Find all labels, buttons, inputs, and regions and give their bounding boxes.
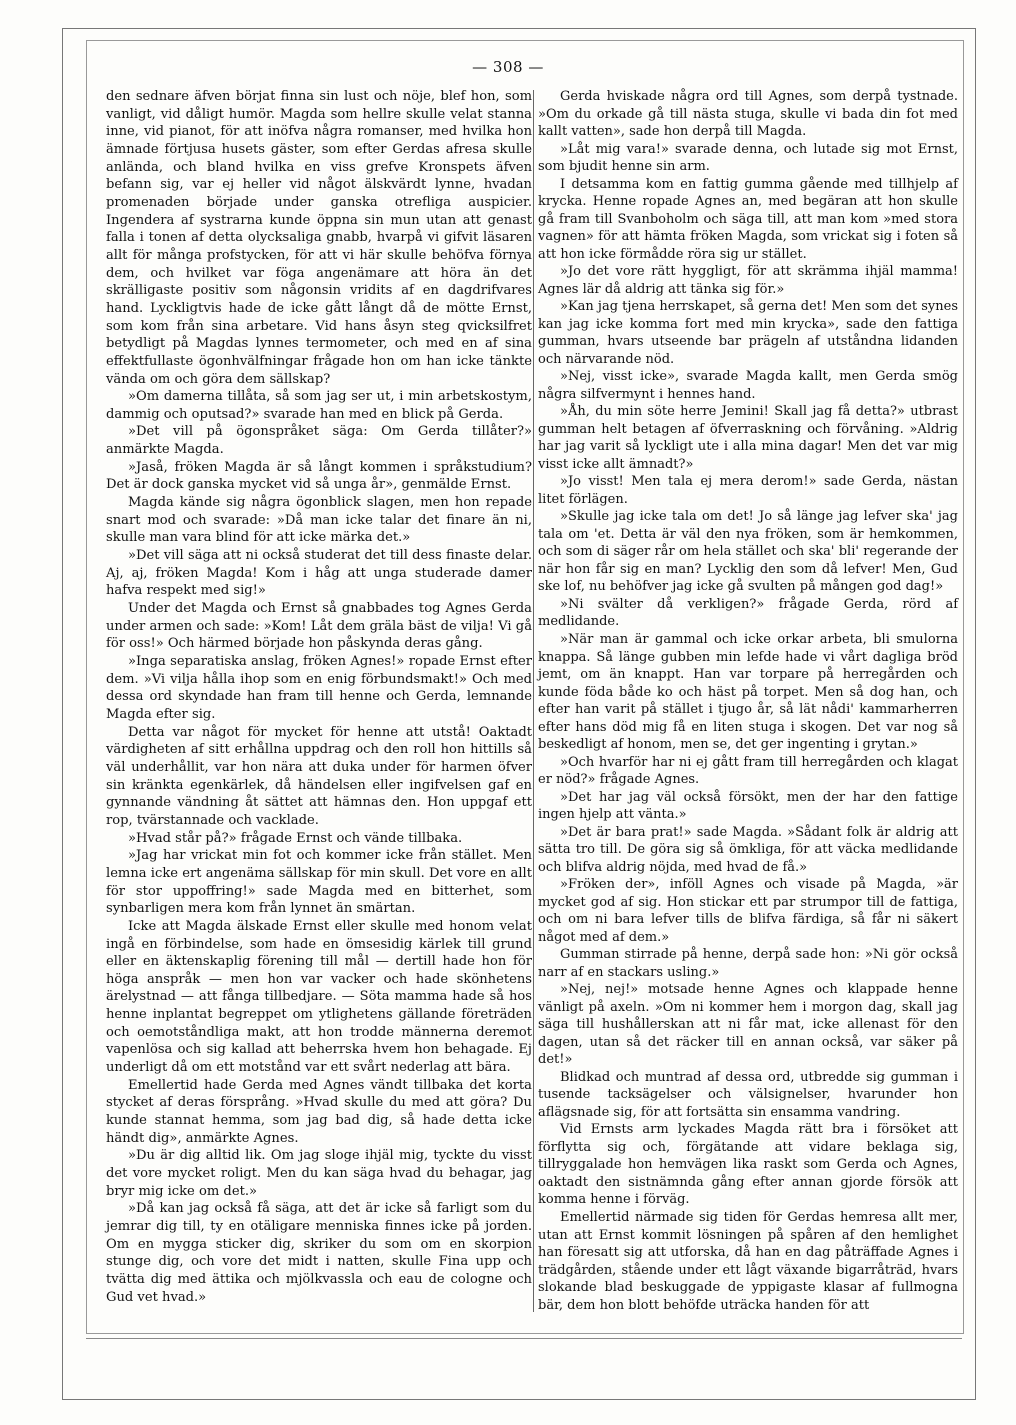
paragraph: »Hvad står på?» frågade Ernst och vände tillbaka. xyxy=(128,830,463,846)
paragraph: Emellertid hade Gerda med Agnes vändt tillbaka det korta stycket af deras försprång. »Hvad skulle du med att göra? Du kunde stannat hemma, som jag bad dig, så hade detta icke händt dig», anmärkte Agnes. xyxy=(106,1077,532,1146)
paragraph: Vid Ernsts arm lyckades Magda rätt bra i försöket att förflytta sig och, förgätande att vidare beklaga sig, tillryggalade hon hemvägen lika raskt som Gerda och Agnes, oaktadt den sistnämnda gång efter annan gjorde försök att komma henne i förväg. xyxy=(538,1122,958,1208)
paragraph: Detta var något för mycket för henne att utstå! Oaktadt värdigheten af sitt erhållna uppdrag och den roll hon hittills så väl underhållit, var hon nära att duka under för harmen öfver sin kränkta egenkärlek, då händelsen eller ingifvelsen gaf en gynnande vändning åt sättet att hämnas den. Hon uppgaf ett rop, tvärstannade och vacklade. xyxy=(106,724,532,828)
right-column xyxy=(538,88,958,1314)
paragraph: »Nej, nej!» motsade henne Agnes och klappade henne vänligt på axeln. »Om ni kommer hem i morgon dag, skall jag säga till hushållerskan att ni får mat, icke allenast för den dagen, utan så det räcker till en annan också, var säker på det!» xyxy=(538,982,958,1068)
paragraph: »Och hvarför har ni ej gått fram till herregården och klagat er nöd?» frågade Agnes. xyxy=(538,754,958,788)
paragraph: »Skulle jag icke tala om det! Jo så länge jag lefver ska' jag tala om 'et. Detta är väl den nya fröken, som är hemkommen, och som di säger rår om hela stället och ska' bli' regerande der när hon får sig en man? Lycklig den som då lefver! Men, Gud ske lof, nu behöfver jag icke gå svulten på mången god dag!» xyxy=(538,509,958,595)
paragraph: »Det är bara prat!» sade Magda. »Sådant folk är aldrig att sätta tro till. De göra sig så ömkliga, för att väcka medlidande och blifva aldrig nöjda, med hvad de få.» xyxy=(538,824,958,875)
page-number: — 308 — xyxy=(472,58,544,76)
paragraph: »Inga separatiska anslag, fröken Agnes!» ropade Ernst efter dem. »Vi vilja hålla ihop som en enig förbundsmakt!» Och med dessa ord skyndade han fram till henne och Gerda, lemnande Magda efter sig. xyxy=(106,654,532,722)
paragraph: »Ni svälter då verkligen?» frågade Gerda, rörd af medlidande. xyxy=(538,596,958,630)
paragraph: Gumman stirrade på henne, derpå sade hon: »Ni gör också narr af en stackars usling.» xyxy=(538,947,958,980)
paragraph: I detsamma kom en fattig gumma gående med tillhjelp af krycka. Henne ropade Agnes an, med begäran att hon skulle gå fram till Svanboholm och säga till, att man kom »med stora vagnen» för att hämta fröken Magda, som vrickat sig i foten så att hon icke förmådde röra sig ur stället. xyxy=(538,176,958,262)
paragraph: »Det har jag väl också försökt, men der har den fattige ingen hjelp att vänta.» xyxy=(538,789,958,823)
paragraph: »Åh, du min söte herre Jemini! Skall jag få detta?» utbrast gumman helt betagen af öfverraskning och förvåning. »Aldrig har jag varit så lyckligt ute i alla mina dagar! Men det var mig visst icke allt ämnadt?» xyxy=(538,404,958,472)
paragraph: »Nej, visst icke», svarade Magda kallt, men Gerda smög några silfvermynt i hennes hand. xyxy=(538,369,958,402)
paragraph: »När man är gammal och icke orkar arbeta, bli smulorna knappa. Så länge gubben min lefde hade vi vårt dagliga bröd jemt, om än knappt. Han var torpare på herregården och kunde föda både ko och häst på torpet. Men så dog han, och efter han varit på stället i tjugo år, så lät nådi' kammarherren efter hans död mig få en liten stuga i skogen. Det var nog så beskedligt af honom, men se, det ger ingenting i grytan.» xyxy=(538,631,958,753)
paragraph: Magda kände sig några ögonblick slagen, men hon repade snart mod och svarade: »Då man icke talar det finare än ni, skulle man vara blind för att icke märka det.» xyxy=(106,495,532,546)
paragraph: »Jaså, fröken Magda är så långt kommen i språkstudium? Det är dock ganska mycket vid så unga år», genmälde Ernst. xyxy=(106,459,532,493)
paragraph: Icke att Magda älskade Ernst eller skulle med honom velat ingå en förbindelse, som hade en ömsesidig kärlek till grund eller en äktenskaplig förening till mål — dertill hade hon för höga anspråk — men hon var vacker och hade skönhetens ärelystnad — att fånga tillbedjare. — Söta mamma hade så hos henne inplantat begreppet om ytlighetens gällande företräden och oemotståndliga makt, att hon trodde männerna deremot vapenlösa och sig kallad att beherrska hvem hon behagade. Ej underligt då om ett motstånd var ett svårt nederlag att bära. xyxy=(106,918,532,1076)
paragraph: »Om damerna tillåta, så som jag ser ut, i min arbetskostym, dammig och oputsad?» svarade han med en blick på Gerda. xyxy=(106,389,532,422)
paragraph: »Jo det vore rätt hyggligt, för att skrämma ihjäl mamma! Agnes lär då aldrig att tänka sig för.» xyxy=(538,264,958,297)
paragraph: Under det Magda och Ernst så gnabbades tog Agnes Gerda under armen och sade: »Kom! Låt dem gräla bäst de vilja! Vi gå för oss!» Och härmed började hon påskynda deras gång. xyxy=(106,601,532,652)
paragraph: Blidkad och muntrad af dessa ord, utbredde sig gumman i tusende tacksägelser och välsignelser, hvarunder hon aflägsnade sig, för att fortsätta sin ensamma vandring. xyxy=(538,1069,958,1120)
paragraph: Emellertid närmade sig tiden för Gerdas hemresa allt mer, utan att Ernst kommit lösningen på spåren af den hemlighet han föresatt sig att utforska, då han en dag påträffade Agnes i trädgården, stående under ett lågt växande bigarråträd, hvars slokande blad beskuggade de yppigaste klasar af fullmogna bär, dem hon blott behöfde uträcka handen för att xyxy=(538,1210,958,1313)
paragraph: »Det vill på ögonspråket säga: Om Gerda tillåter?» anmärkte Magda. xyxy=(106,424,532,458)
paragraph: den sednare äfven börjat finna sin lust och nöje, blef hon, som vanligt, vid dåligt humör. Magda som hellre skulle velat stanna inne, vid pianot, för att inöfva några romanser, med hvilka hon ämnade förtjusa husets gäster, som efter Gerdas afresa skulle anlända, och bland hvilka en viss grefve Kronspets äfven befann sig, var ej heller vid något älskvärdt lynne, hvadan promenaden började under ganska otrefliga auspicier. Ingendera af systrarna kunde öppna sin mun utan att genast falla i tonen af detta olycksaliga gnabb, hvarpå vi gifvit läsaren allt för många profstycken, för att vi här skulle behöfva förnya dem, och hvilket var föga angenämare att höra än det skrälligaste positiv som någonsin vridits af en dagdrifvares hand. Lyckligtvis hade de icke gått långt då de mötte Ernst, som kom från sina arbetare. Vid hans åsyn steg qvicksilfret betydligt på Magdas lynnes termometer, och med en af sina effektfullaste ögonhvälfningar frågade hon om han icke tänkte vända om och göra dem sällskap? xyxy=(106,89,532,387)
paragraph: »Då kan jag också få säga, att det är icke så farligt som du jemrar dig till, ty en otäligare menniska finnes icke på jorden. Om en mygga sticker dig, skriker du som om en skorpion stunge dig, och vore det midt i natten, skulle Fina upp och tvätta dig med ättika och mjölkvassla och eau de cologne och Gud vet hvad.» xyxy=(106,1201,532,1305)
paragraph: »Låt mig vara!» svarade denna, och lutade sig mot Ernst, som bjudit henne sin arm. xyxy=(538,141,958,175)
paragraph: »Fröken der», inföll Agnes och visade på Magda, »är mycket god af sig. Hon stickar ett par strumpor till de fattiga, och om ni bara lefver tills de blifva färdiga, så får ni säkert något med af dem.» xyxy=(538,877,958,945)
bottom-rule xyxy=(86,1338,962,1339)
paragraph: »Du är dig alltid lik. Om jag sloge ihjäl mig, tyckte du visst det vore mycket roligt. Men du kan säga hvad du behagar, jag bryr mig icke om det.» xyxy=(106,1148,532,1199)
paragraph: Gerda hviskade några ord till Agnes, som derpå tystnade. »Om du orkade gå till nästa stuga, skulle vi bada din fot med kallt vatten», sade hon derpå till Magda. xyxy=(538,89,958,140)
paragraph: »Jo visst! Men tala ej mera derom!» sade Gerda, nästan litet förlägen. xyxy=(538,474,958,507)
paragraph: »Kan jag tjena herrskapet, så gerna det! Men som det synes kan jag icke komma fort med min krycka», sade den fattiga gumman, hvars utseende bar prägeln af utståndna lidanden och närvarande nöd. xyxy=(538,299,958,367)
paragraph: »Jag har vrickat min fot och kommer icke från stället. Men lemna icke ert angenäma sällskap för min skull. Det vore en allt för stor uppoffring!» sade Magda med en bitterhet, som synbarligen mera kom från lynnet än smärtan. xyxy=(106,848,532,917)
column-divider xyxy=(533,90,534,1312)
paragraph: »Det vill säga att ni också studerat det till dess finaste delar. Aj, aj, fröken Magda! Kom i håg att unga studerade damer hafva respekt med sig!» xyxy=(106,548,532,599)
left-column xyxy=(106,88,532,1306)
